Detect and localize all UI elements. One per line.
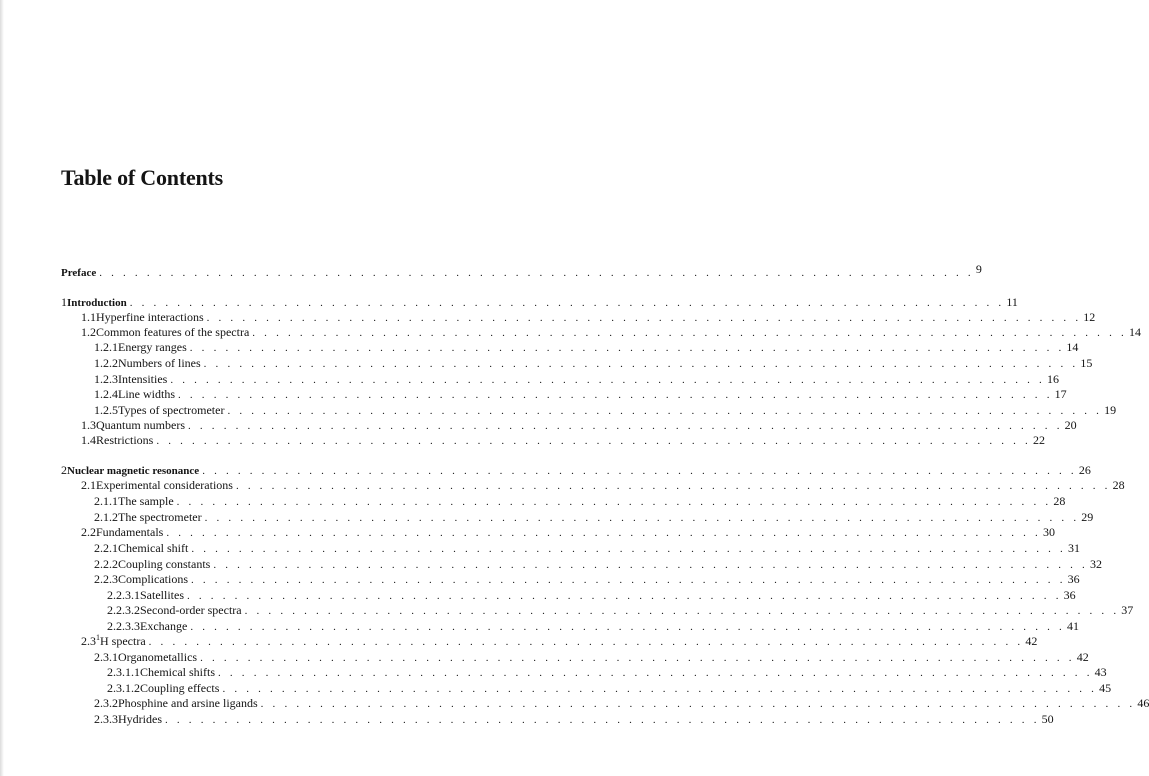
toc-page-number: 14: [1128, 325, 1141, 339]
toc-page-number: 14: [1066, 340, 1079, 354]
toc-entry-number: 2.3: [81, 634, 96, 648]
toc-entry-2-2-3-1[interactable]: [107, 588, 1076, 603]
toc-entry-text: Fundamentals: [96, 525, 164, 539]
page-edge: [0, 0, 4, 776]
leader-dots: . . . . . . . . . . . . . . . . . . . . . . . . . . . . . . . . . . . . . . . . . . . . . . . . . . . . . . . . . . . . . . . . . . . . . . . . . .: [165, 714, 1040, 726]
toc-entry-1-1[interactable]: [81, 310, 1096, 325]
toc-entry-number: 1.3: [81, 418, 96, 432]
toc-entry-1-2-1[interactable]: [94, 340, 1079, 355]
toc-entry-2-3-1-1[interactable]: [107, 665, 1107, 680]
toc-entry-number: 2.2: [81, 525, 96, 539]
toc-entry-number: 2.2.3.1: [107, 588, 140, 602]
toc-entry-number: 2.2.2: [94, 557, 118, 571]
leader-dots: . . . . . . . . . . . . . . . . . . . . . . . . . . . . . . . . . . . . . . . . . . . . . . . . . . . . . . . . . . . . . . . . . . . . . . . . . .: [176, 496, 1052, 508]
toc-page-number: 36: [1063, 588, 1076, 602]
toc-entry-text: Restrictions: [96, 433, 154, 447]
toc-entry-text: The spectrometer: [118, 510, 202, 524]
toc-entry-number: 1.2.5: [94, 403, 118, 417]
toc-entry-text: Preface: [61, 267, 97, 279]
toc-page-number: 36: [1067, 572, 1080, 586]
toc-page-number: 11: [1006, 295, 1018, 309]
leader-dots: . . . . . . . . . . . . . . . . . . . . . . . . . . . . . . . . . . . . . . . . . . . . . . . . . . . . . . . . . . . . . . . . . . . . . . . . . .: [204, 512, 1080, 524]
leader-dots: . . . . . . . . . . . . . . . . . . . . . . . . . . . . . . . . . . . . . . . . . . . . . . . . . . . . . . . . . . . . . . . . . . . . . . . . . .: [213, 559, 1088, 571]
toc-entry-number: 1.4: [81, 433, 96, 447]
toc-entry-2-3-1-2[interactable]: [107, 681, 1112, 696]
leader-dots: . . . . . . . . . . . . . . . . . . . . . . . . . . . . . . . . . . . . . . . . . . . . . . . . . . . . . . . . . . . . . . . . . . . . . . . . . .: [203, 358, 1079, 370]
toc-page-number: 20: [1064, 418, 1077, 432]
toc-entry-text: Complications: [118, 572, 188, 586]
toc-entry-2-3-1[interactable]: [94, 650, 1089, 665]
leader-dots: . . . . . . . . . . . . . . . . . . . . . . . . . . . . . . . . . . . . . . . . . . . . . . . . . . . . . . . . . . . . . . . . . . . . . . . . . .: [166, 527, 1041, 539]
toc-page-number: 41: [1066, 619, 1079, 633]
toc-page-number: 32: [1090, 557, 1102, 571]
leader-dots: . . . . . . . . . . . . . . . . . . . . . . . . . . . . . . . . . . . . . . . . . . . . . . . . . . . . . . . . . . . . . . . . . . . . . . . . . .: [202, 465, 1077, 477]
toc-entry-text: Hydrides: [118, 712, 162, 726]
toc-entry-number: 2.2.3.2: [107, 603, 140, 617]
toc-page-number: 15: [1080, 356, 1093, 370]
toc-page-number: 46: [1137, 696, 1149, 710]
leader-dots: . . . . . . . . . . . . . . . . . . . . . . . . . . . . . . . . . . . . . . . . . . . . . . . . . . . . . . . . . . . . . . . . . . . . . . . . . .: [156, 435, 1031, 447]
toc-entry-number: 1.2: [81, 325, 96, 339]
toc-entry-number: 1.2.1: [94, 340, 118, 354]
leader-dots: . . . . . . . . . . . . . . . . . . . . . . . . . . . . . . . . . . . . . . . . . . . . . . . . . . . . . . . . . . . . . . . . . . . . . . . . . .: [187, 590, 1062, 602]
leader-dots: . . . . . . . . . . . . . . . . . . . . . . . . . . . . . . . . . . . . . . . . . . . . . . . . . . . . . . . . . . . . . . . . . . . . . . . . . .: [191, 574, 1066, 586]
toc-entry-text: Experimental considerations: [96, 478, 233, 492]
toc-entry-preface[interactable]: [61, 262, 982, 280]
toc-entry-text-main: H spectra: [100, 634, 146, 648]
leader-dots: . . . . . . . . . . . . . . . . . . . . . . . . . . . . . . . . . . . . . . . . . . . . . . . . . . . . . . . . . . . . . . . . . . . . . . . . . .: [222, 683, 1098, 695]
toc-entry-text: Hyperfine interactions: [96, 310, 204, 324]
toc-entry-text: Intensities: [118, 372, 168, 386]
toc-entry-text: Energy ranges: [118, 340, 187, 354]
toc-entry-number: 2.2.1: [94, 541, 118, 555]
toc-entry-2-2-2[interactable]: [94, 557, 1102, 572]
leader-dots: . . . . . . . . . . . . . . . . . . . . . . . . . . . . . . . . . . . . . . . . . . . . . . . . . . . . . . . . . . . . . . . . . . . . . . . . . .: [244, 605, 1120, 617]
leader-dots: . . . . . . . . . . . . . . . . . . . . . . . . . . . . . . . . . . . . . . . . . . . . . . . . . . . . . . . . . . . . . . . . . . . . . . . . . .: [99, 267, 974, 279]
toc-entry-text: Types of spectrometer: [118, 403, 225, 417]
toc-entry-chapter-2[interactable]: [61, 463, 1091, 478]
toc-entry-2-1-2[interactable]: [94, 510, 1094, 525]
toc-entry-text: Organometallics: [118, 650, 198, 664]
leader-dots: . . . . . . . . . . . . . . . . . . . . . . . . . . . . . . . . . . . . . . . . . . . . . . . . . . . . . . . . . . . . . . . . . . . . . . . . . .: [191, 543, 1066, 555]
toc-entry-number: 2.3.1: [94, 650, 118, 664]
toc-entry-2-3-2[interactable]: [94, 696, 1149, 711]
toc-page-number: 31: [1067, 541, 1080, 555]
leader-dots: . . . . . . . . . . . . . . . . . . . . . . . . . . . . . . . . . . . . . . . . . . . . . . . . . . . . . . . . . . . . . . . . . . . . . . . . . .: [206, 312, 1082, 324]
toc-entry-2-3-3[interactable]: [94, 712, 1054, 727]
leader-dots: . . . . . . . . . . . . . . . . . . . . . . . . . . . . . . . . . . . . . . . . . . . . . . . . . . . . . . . . . . . . . . . . . . . . . . . . . .: [178, 389, 1053, 401]
toc-entry-text: Chemical shifts: [140, 665, 215, 679]
toc-page-number: 43: [1094, 665, 1107, 679]
toc-entry-2-2[interactable]: [81, 525, 1055, 540]
leader-dots: . . . . . . . . . . . . . . . . . . . . . . . . . . . . . . . . . . . . . . . . . . . . . . . . . . . . . . . . . . . . . . . . . . . . . . . . . .: [129, 297, 1005, 309]
toc-entry-2-2-1[interactable]: [94, 541, 1080, 556]
toc-page-number: 37: [1121, 603, 1134, 617]
toc-entry-1-3[interactable]: [81, 418, 1077, 433]
toc-entry-text: Quantum numbers: [96, 418, 185, 432]
toc-entry-number: 2.3.1.1: [107, 665, 140, 679]
toc-entry-number: 2.3.3: [94, 712, 118, 726]
toc-entry-number: 1.1: [81, 310, 96, 324]
toc-entry-text: Introduction: [67, 297, 127, 309]
toc-page-number: 50: [1041, 712, 1054, 726]
toc-entry-text: [96, 634, 146, 648]
toc-entry-text: Satellites: [140, 588, 184, 602]
toc-page-number: 29: [1081, 510, 1094, 524]
toc-entry-number: 2.3.1.2: [107, 681, 140, 695]
toc-entry-number: 2.2.3: [94, 572, 118, 586]
toc-entry-number: 2.3.2: [94, 696, 118, 710]
toc-entry-text: Common features of the spectra: [96, 325, 250, 339]
leader-dots: . . . . . . . . . . . . . . . . . . . . . . . . . . . . . . . . . . . . . . . . . . . . . . . . . . . . . . . . . . . . . . . . . . . . . . . . . .: [227, 405, 1103, 417]
leader-dots: . . . . . . . . . . . . . . . . . . . . . . . . . . . . . . . . . . . . . . . . . . . . . . . . . . . . . . . . . . . . . . . . . . . . . . . . . .: [260, 698, 1136, 710]
toc-entry-2-2-3[interactable]: [94, 572, 1080, 587]
toc-entry-text: Numbers of lines: [118, 356, 201, 370]
toc-entry-2-2-3-3[interactable]: [107, 619, 1079, 634]
toc-entry-2-2-3-2[interactable]: [107, 603, 1134, 618]
leader-dots: . . . . . . . . . . . . . . . . . . . . . . . . . . . . . . . . . . . . . . . . . . . . . . . . . . . . . . . . . . . . . . . . . . . . . . . . . .: [188, 420, 1063, 432]
toc-page-number: 42: [1025, 634, 1038, 648]
toc-entry-text: Exchange: [140, 619, 188, 633]
toc-page-number: 22: [1032, 433, 1045, 447]
superscript-mass-number: 1: [96, 633, 100, 642]
toc-entry-text: Coupling constants: [118, 557, 211, 571]
toc-entry-1-2-3[interactable]: [94, 372, 1059, 387]
toc-entry-1-4[interactable]: [81, 433, 1045, 448]
toc-entry-number: 2.2.3.3: [107, 619, 140, 633]
toc-entry-2-1-1[interactable]: [94, 494, 1066, 509]
toc-entry-number: 1.2.2: [94, 356, 118, 370]
toc-entry-text: Second-order spectra: [140, 603, 242, 617]
toc-entry-number: 2.1.1: [94, 494, 118, 508]
leader-dots: . . . . . . . . . . . . . . . . . . . . . . . . . . . . . . . . . . . . . . . . . . . . . . . . . . . . . . . . . . . . . . . . . . . . . . . . . .: [218, 667, 1093, 679]
toc-page-number: 26: [1078, 463, 1091, 477]
leader-dots: . . . . . . . . . . . . . . . . . . . . . . . . . . . . . . . . . . . . . . . . . . . . . . . . . . . . . . . . . . . . . . . . . . . . . . . . . .: [148, 636, 1024, 648]
toc-page-number: 42: [1076, 650, 1089, 664]
toc-entry-1-2-2[interactable]: [94, 356, 1093, 371]
leader-dots: . . . . . . . . . . . . . . . . . . . . . . . . . . . . . . . . . . . . . . . . . . . . . . . . . . . . . . . . . . . . . . . . . . . . . . . . . .: [190, 621, 1065, 633]
toc-page-number: 30: [1042, 525, 1055, 539]
toc-page-number: 45: [1099, 681, 1112, 695]
toc-entry-number: 2.1.2: [94, 510, 118, 524]
toc-page-number: 12: [1083, 310, 1096, 324]
toc-entry-1-2-4[interactable]: [94, 387, 1067, 402]
toc-entry-number: 1.2.3: [94, 372, 118, 386]
toc-entry-number: 1.2.4: [94, 387, 118, 401]
toc-entry-number: 2: [61, 463, 67, 477]
page-title: Table of Contents: [61, 165, 224, 190]
toc-page-number: 28: [1112, 478, 1125, 492]
toc-entry-1-2[interactable]: [81, 325, 1141, 340]
toc-entry-text: Coupling effects: [140, 681, 220, 695]
toc-page-number: 19: [1104, 403, 1117, 417]
toc-entry-chapter-1[interactable]: [61, 295, 1018, 310]
leader-dots: . . . . . . . . . . . . . . . . . . . . . . . . . . . . . . . . . . . . . . . . . . . . . . . . . . . . . . . . . . . . . . . . . . . . . . . . . .: [200, 652, 1075, 664]
toc-entry-number: 1: [61, 295, 67, 309]
toc-entry-text: Phosphine and arsine ligands: [118, 696, 258, 710]
toc-entry-text: Chemical shift: [118, 541, 189, 555]
toc-page-number: 17: [1054, 387, 1067, 401]
toc-entry-text: The sample: [118, 494, 174, 508]
toc-entry-2-1[interactable]: [81, 478, 1125, 493]
toc-entry-text: Line widths: [118, 387, 175, 401]
toc-entry-2-3[interactable]: [81, 633, 1038, 649]
toc-page-number: 9: [975, 262, 982, 276]
toc-entry-number: 2.1: [81, 478, 96, 492]
leader-dots: . . . . . . . . . . . . . . . . . . . . . . . . . . . . . . . . . . . . . . . . . . . . . . . . . . . . . . . . . . . . . . . . . . . . . . . . . .: [170, 374, 1045, 386]
leader-dots: . . . . . . . . . . . . . . . . . . . . . . . . . . . . . . . . . . . . . . . . . . . . . . . . . . . . . . . . . . . . . . . . . . . . . . . . . .: [252, 327, 1127, 339]
toc-page-number: 16: [1046, 372, 1059, 386]
toc-entry-1-2-5[interactable]: [94, 403, 1117, 418]
toc-entry-text: Nuclear magnetic resonance: [67, 465, 200, 477]
toc-page-number: 28: [1053, 494, 1066, 508]
leader-dots: . . . . . . . . . . . . . . . . . . . . . . . . . . . . . . . . . . . . . . . . . . . . . . . . . . . . . . . . . . . . . . . . . . . . . . . . . .: [235, 480, 1111, 492]
leader-dots: . . . . . . . . . . . . . . . . . . . . . . . . . . . . . . . . . . . . . . . . . . . . . . . . . . . . . . . . . . . . . . . . . . . . . . . . . .: [189, 342, 1065, 354]
